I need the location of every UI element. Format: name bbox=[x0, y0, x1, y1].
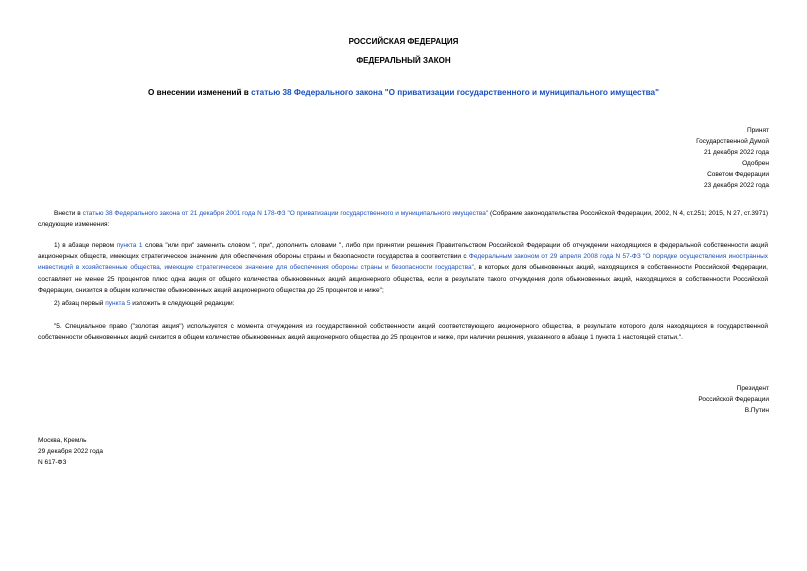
item-2-part-1: 2) абзац первый bbox=[54, 300, 106, 307]
intro-prefix: Внести в bbox=[54, 210, 83, 217]
item-1-part-1: 1) в абзаце первом bbox=[54, 242, 117, 249]
adoption-block bbox=[569, 125, 769, 191]
item-1-part-2: слова "или при" заменить словом ", при", дополнить словами ", либо при принятии решения Правительством Российской Федерации об отчуждении находящихся в федеральной собственности акций акционерных обществ, имеющих стратегическое значение для обеспечения обороны страны и безопасности государства в соответствии с bbox=[38, 242, 768, 261]
intro-suffix: (Собрание законодательства Российской Федерации, 2002, N 4, ст.251; 2015, N 27, ст.3971) следующие изменения: bbox=[38, 210, 768, 229]
footer-line: N 617-ФЗ bbox=[38, 459, 67, 466]
item-2-paragraph bbox=[38, 298, 768, 309]
law-title-prefix: О внесении изменений в bbox=[148, 88, 252, 97]
item-1-link-1[interactable]: пункта 1 bbox=[116, 242, 143, 249]
law-type-heading: ФЕДЕРАЛЬНЫЙ ЗАКОН bbox=[356, 56, 451, 65]
adoption-line: Государственной Думой bbox=[696, 138, 769, 145]
signature-line: В.Путин bbox=[744, 407, 769, 414]
adoption-line: 21 декабря 2022 года bbox=[703, 149, 769, 156]
item-2-part-2: изложить в следующей редакции: bbox=[130, 300, 235, 307]
quoted-paragraph: "5. Специальное право ("золотая акция") используется с момента отчуждения из государственной собственности акций соответствующего акционерного общества, в результате которого доля находящихся в государственной собственности обыкновенных акций снизится в общем количестве обыкновенных акций акционерного общества до 25 процентов и ниже, при наличии решения, указанного в абзаце 1 пункта 1 настоящей статьи.". bbox=[38, 323, 768, 342]
intro-link[interactable]: статью 38 Федерального закона от 21 декабря 2001 года N 178-ФЗ "О приватизации государственного и муниципального имущества" bbox=[82, 210, 489, 217]
law-title-link[interactable]: статью 38 Федерального закона "О приватизации государственного и муниципального имущества" bbox=[251, 88, 659, 97]
item-1-part-3: , в которых доля обыкновенных акций, находящихся в собственности Российской Федерации, составляет не менее 25 процентов плюс одна акция от общего количества обыкновенных акций акционерного общества, если в результате такого отчуждения доля обыкновенных акций, находящихся в собственности Российской Федерации, снизится в общем количестве обыкновенных акций акционерного общества до 25 процентов и ниже"; bbox=[38, 264, 768, 294]
country-heading: РОССИЙСКАЯ ФЕДЕРАЦИЯ bbox=[348, 37, 459, 46]
footer-line: 29 декабря 2022 года bbox=[38, 448, 104, 455]
item-1-link-2[interactable]: Федеральным законом от 29 апреля 2008 года N 57-ФЗ "О порядке осуществления иностранных инвестиций в хозяйственные общества, имеющие стратегическое значение для обеспечения обороны страны и безопасности государства" bbox=[38, 253, 768, 272]
adoption-line: 23 декабря 2022 года bbox=[703, 182, 769, 189]
adoption-line: Одобрен bbox=[742, 160, 769, 167]
adoption-line: Советом Федерации bbox=[707, 171, 769, 178]
signature-line: Российской Федерации bbox=[698, 396, 769, 403]
item-1-paragraph bbox=[38, 240, 768, 296]
law-title bbox=[0, 88, 807, 97]
footer-line: Москва, Кремль bbox=[38, 437, 87, 444]
adoption-line: Принят bbox=[746, 127, 769, 134]
signature-line: Президент bbox=[736, 385, 769, 392]
item-2-link[interactable]: пункта 5 bbox=[105, 300, 131, 307]
signature-block bbox=[569, 383, 769, 416]
intro-paragraph bbox=[38, 208, 768, 230]
footer-block bbox=[38, 435, 238, 468]
